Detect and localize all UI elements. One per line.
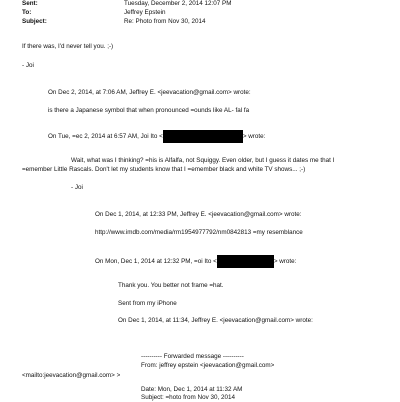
- subject-value: Re: Photo from Nov 30, 2014: [124, 18, 206, 25]
- redaction-box: [163, 130, 243, 143]
- quote-line-1: is there a Japanese symbol that when pronounced =ounds like AL- fal fa: [48, 107, 250, 114]
- forwarded-date: Date: Mon, Dec 1, 2014 at 11:32 AM: [141, 386, 243, 393]
- quote-line-3: =emember Little Rascals. Don't let my students know that I =emember black and white TV shows... ;-): [22, 166, 306, 173]
- quote-header-2: On Tue, =ec 2, 2014 at 6:57 AM, Joi Ito < > wrote:: [48, 130, 265, 143]
- quote-line-2: Wait, what was I thinking? =his is Alfalfa, not Squiggy. Even older, but I guess it dates me that I: [71, 157, 335, 164]
- forwarded-mailto: <mailto:jeevacation@gmail.com> >: [22, 372, 121, 379]
- quote-header-1: On Dec 2, 2014, at 7:06 AM, Jeffrey E. <jeevacation@gmail.com> wrote:: [48, 89, 251, 96]
- quote-header-5: On Dec 1, 2014, at 11:34, Jeffrey E. <jeevacation@gmail.com> wrote:: [118, 317, 313, 324]
- quote-header-4: On Mon, Dec 1, 2014 at 12:32 PM, =oi Ito < > wrote:: [95, 255, 296, 268]
- to-label: To:: [22, 9, 32, 16]
- reply-line: If there was, I'd never tell you. ;-): [22, 43, 114, 50]
- signature: - Joi: [22, 62, 34, 69]
- forwarded-from: From: jeffrey epstein <jeevacation@gmail.com>: [141, 362, 275, 369]
- sent-value: Tuesday, December 2, 2014 12:07 PM: [124, 0, 232, 7]
- forwarded-subject: Subject: =hoto from Nov 30, 2014: [141, 394, 235, 401]
- redaction-box: [217, 255, 274, 268]
- quote-line-5: Sent from my iPhone: [118, 300, 177, 307]
- quote-signature: - Joi: [71, 184, 83, 191]
- sent-label: Sent:: [22, 0, 38, 7]
- quote-line-4: Thank you. You better not frame =hat.: [118, 282, 224, 289]
- quote-header-3: On Dec 1, 2014, at 12:33 PM, Jeffrey E. <jeevacation@gmail.com> wrote:: [95, 211, 302, 218]
- subject-label: Subject:: [22, 18, 47, 25]
- quote-link-line: http://www.imdb.com/media/rm1954977792/nm0842813 =my resemblance: [95, 229, 303, 236]
- to-value: Jeffrey Epstein: [124, 9, 166, 16]
- forwarded-divider: ---------- Forwarded message ----------: [141, 353, 244, 360]
